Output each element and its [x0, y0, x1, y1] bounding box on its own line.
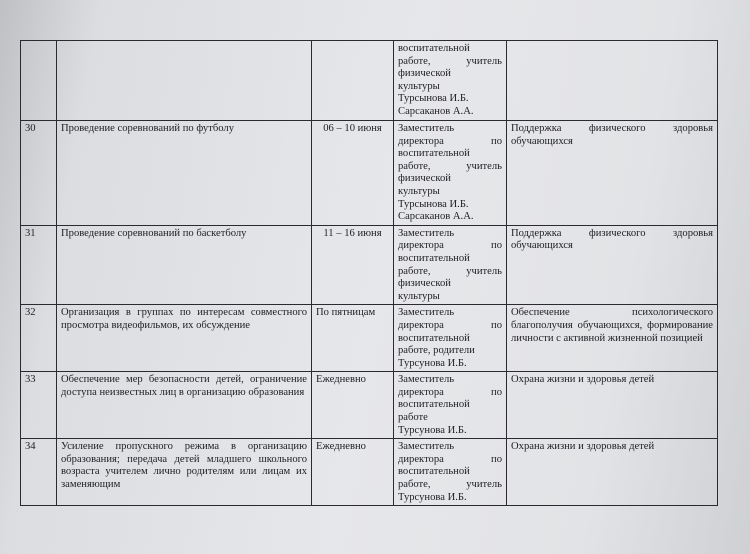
responsible-line: воспитательной [398, 466, 470, 478]
date-cell: Ежедневно [312, 439, 394, 506]
responsible-line: Заместитель [398, 227, 455, 239]
table-row [21, 225, 718, 305]
responsible-line: Заместитель [398, 307, 455, 319]
responsible-line: Турсынова И.Б. [398, 93, 469, 105]
table-row [21, 121, 718, 226]
responsible-cell [394, 121, 507, 226]
responsible-line: Сарсаканов А.А. [398, 105, 474, 117]
result-cell: Поддержка физического здоровья обучающихся [507, 121, 718, 226]
responsible-line: директора по [398, 319, 502, 331]
result-cell: Охрана жизни и здоровья детей [507, 372, 718, 439]
responsible-line: работе, учитель [398, 160, 502, 172]
responsible-line: воспитательной [398, 399, 470, 411]
responsible-line: физической [398, 278, 451, 290]
responsible-line: работе, учитель [398, 55, 502, 67]
responsible-cell [394, 372, 507, 439]
responsible-line: физической [398, 173, 451, 185]
table-row [21, 439, 718, 506]
row-number: 30 [21, 121, 57, 226]
responsible-line: воспитательной [398, 332, 470, 344]
responsible-cell [394, 439, 507, 506]
responsible-line: Турсунова И.Б. [398, 491, 467, 503]
date-cell [312, 41, 394, 121]
responsible-line: воспитательной [398, 43, 470, 54]
responsible-cell [394, 41, 507, 121]
row-number: 32 [21, 305, 57, 372]
result-cell [507, 41, 718, 121]
responsible-line: Заместитель [398, 123, 455, 134]
responsible-line: Турсунова И.Б. [398, 357, 467, 369]
row-number [21, 41, 57, 121]
responsible-cell [394, 225, 507, 305]
event-cell: Организация в группах по интересам совместного просмотра видеофильмов, их обсуждение [57, 305, 312, 372]
responsible-line: Заместитель [398, 374, 455, 386]
responsible-line: работе, родители [398, 345, 475, 357]
responsible-line: культуры [398, 185, 440, 197]
result-cell: Обеспечение психологического благополучия обучающихся, формирование личности с активной жизненной позицией [507, 305, 718, 372]
responsible-line: директора по [398, 453, 502, 465]
responsible-line: директора по [398, 240, 502, 252]
row-number: 31 [21, 225, 57, 305]
responsible-line: Турсынова И.Б. [398, 198, 469, 210]
event-cell: Обеспечение мер безопасности детей, ограничение доступа неизвестных лиц в организацию образования [57, 372, 312, 439]
responsible-line: работе [398, 412, 428, 424]
plan-table [20, 40, 718, 506]
responsible-line: работе, учитель [398, 479, 502, 491]
responsible-line: культуры [398, 290, 440, 302]
responsible-line: директора по [398, 135, 502, 147]
table-row [21, 41, 718, 121]
responsible-line: Заместитель [398, 441, 455, 453]
responsible-line: работе, учитель [398, 265, 502, 277]
responsible-line: физической [398, 68, 451, 80]
date-cell: Ежедневно [312, 372, 394, 439]
responsible-line: культуры [398, 80, 440, 92]
date-cell: 11 – 16 июня [312, 225, 394, 305]
event-cell: Проведение соревнований по баскетболу [57, 225, 312, 305]
responsible-line: Сарсаканов А.А. [398, 211, 474, 223]
responsible-line: воспитательной [398, 252, 470, 264]
row-number: 33 [21, 372, 57, 439]
event-cell: Усиление пропускного режима в организацию образования; передача детей младшего школьного возраста учителем лично родителям или лицам их заменяющим [57, 439, 312, 506]
responsible-line: воспитательной [398, 148, 470, 160]
responsible-line: директора по [398, 386, 502, 398]
date-cell: По пятницам [312, 305, 394, 372]
row-number: 34 [21, 439, 57, 506]
plan-table-body [21, 41, 718, 506]
result-cell: Охрана жизни и здоровья детей [507, 439, 718, 506]
table-row [21, 372, 718, 439]
event-cell: Проведение соревнований по футболу [57, 121, 312, 226]
event-cell [57, 41, 312, 121]
result-cell: Поддержка физического здоровья обучающихся [507, 225, 718, 305]
table-row [21, 305, 718, 372]
responsible-cell [394, 305, 507, 372]
responsible-line: Турсунова И.Б. [398, 424, 467, 436]
date-cell: 06 – 10 июня [312, 121, 394, 226]
